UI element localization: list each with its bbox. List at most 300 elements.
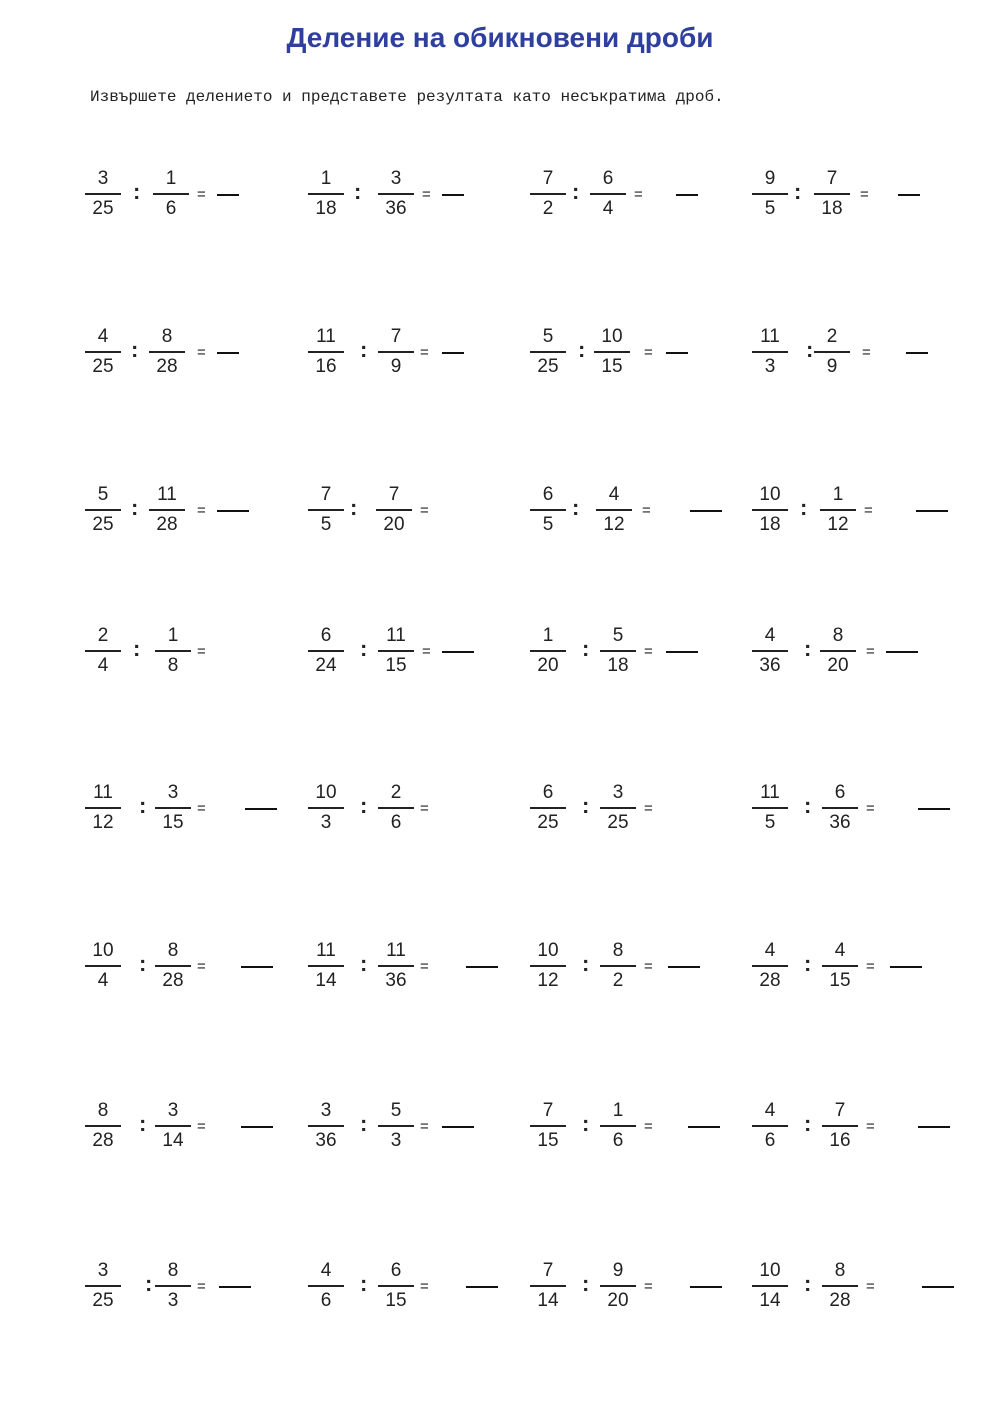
fraction-bar — [530, 509, 566, 511]
problem-13 — [85, 625, 295, 705]
denominator: 12 — [603, 514, 625, 535]
problem-31 — [530, 1260, 740, 1340]
denominator: 2 — [542, 198, 554, 219]
fraction-bar — [85, 509, 121, 511]
dividend-fraction — [530, 1100, 566, 1152]
denominator: 18 — [607, 655, 629, 676]
dividend-fraction — [752, 1260, 788, 1312]
divisor-fraction — [155, 1100, 191, 1152]
denominator: 15 — [385, 655, 407, 676]
numerator: 5 — [390, 1100, 402, 1121]
dividend-fraction — [530, 484, 566, 536]
denominator: 15 — [537, 1130, 559, 1151]
denominator: 28 — [162, 970, 184, 991]
answer-blank[interactable] — [918, 1126, 950, 1128]
fraction-bar — [378, 965, 414, 967]
denominator: 4 — [97, 970, 109, 991]
fraction-bar — [378, 807, 414, 809]
fraction-bar — [594, 351, 630, 353]
fraction-bar — [155, 965, 191, 967]
fraction-bar — [752, 807, 788, 809]
denominator: 9 — [390, 356, 402, 377]
fraction-bar — [752, 1125, 788, 1127]
fraction-bar — [752, 351, 788, 353]
numerator: 9 — [764, 168, 776, 189]
fraction-bar — [600, 650, 636, 652]
numerator: 1 — [542, 625, 554, 646]
fraction-bar — [378, 193, 414, 195]
numerator: 6 — [602, 168, 614, 189]
problem-28 — [752, 1100, 962, 1180]
divisor-fraction — [814, 326, 850, 378]
equals-sign: = — [862, 344, 871, 361]
equals-sign: = — [422, 186, 431, 203]
problem-2 — [308, 168, 518, 248]
answer-blank[interactable] — [690, 510, 722, 512]
denominator: 25 — [92, 514, 114, 535]
fraction-bar — [155, 1125, 191, 1127]
division-sign: : — [582, 636, 590, 661]
equals-sign: = — [420, 1278, 429, 1295]
denominator: 36 — [385, 970, 407, 991]
dividend-fraction — [752, 1100, 788, 1152]
equals-sign: = — [197, 1118, 206, 1135]
problem-23 — [530, 940, 740, 1020]
numerator: 3 — [320, 1100, 332, 1121]
dividend-fraction — [308, 326, 344, 378]
answer-blank[interactable] — [217, 510, 249, 512]
denominator: 8 — [167, 655, 179, 676]
division-sign: : — [804, 636, 812, 661]
divisor-fraction — [600, 782, 636, 834]
page-title: Деление на обикновени дроби — [286, 22, 714, 53]
denominator: 20 — [827, 655, 849, 676]
denominator: 36 — [759, 655, 781, 676]
answer-blank[interactable] — [241, 966, 273, 968]
divisor-fraction — [378, 326, 414, 378]
division-sign: : — [360, 951, 368, 976]
numerator: 4 — [97, 326, 109, 347]
fraction-bar — [820, 650, 856, 652]
fraction-bar — [530, 193, 566, 195]
answer-blank[interactable] — [217, 352, 239, 354]
equals-sign: = — [644, 643, 653, 660]
denominator: 18 — [315, 198, 337, 219]
division-sign: : — [360, 337, 368, 362]
fraction-bar — [600, 1125, 636, 1127]
division-sign: : — [582, 1271, 590, 1296]
dividend-fraction — [308, 484, 344, 536]
fraction-bar — [85, 1285, 121, 1287]
fraction-bar — [822, 965, 858, 967]
denominator: 28 — [156, 514, 178, 535]
denominator: 15 — [162, 812, 184, 833]
problem-20 — [752, 782, 962, 862]
fraction-bar — [85, 351, 121, 353]
answer-blank[interactable] — [916, 510, 948, 512]
fraction-bar — [600, 1285, 636, 1287]
dividend-fraction — [530, 1260, 566, 1312]
denominator: 4 — [602, 198, 614, 219]
answer-blank[interactable] — [219, 1286, 251, 1288]
answer-blank[interactable] — [442, 352, 464, 354]
equals-sign: = — [422, 643, 431, 660]
answer-blank[interactable] — [676, 194, 698, 196]
division-sign: : — [139, 1111, 147, 1136]
numerator: 8 — [834, 1260, 846, 1281]
equals-sign: = — [197, 1278, 206, 1295]
denominator: 25 — [607, 812, 629, 833]
answer-blank[interactable] — [241, 1126, 273, 1128]
fraction-bar — [822, 1125, 858, 1127]
divisor-fraction — [822, 782, 858, 834]
division-sign: : — [582, 1111, 590, 1136]
numerator: 3 — [390, 168, 402, 189]
problem-32 — [752, 1260, 962, 1340]
numerator: 1 — [612, 1100, 624, 1121]
numerator: 8 — [161, 326, 173, 347]
answer-blank[interactable] — [890, 966, 922, 968]
fraction-bar — [752, 509, 788, 511]
instructions-text: Извършете делението и представете резултата като несъкратима дроб. — [90, 88, 724, 106]
divisor-fraction — [820, 484, 856, 536]
equals-sign: = — [197, 344, 206, 361]
denominator: 14 — [162, 1130, 184, 1151]
equals-sign: = — [642, 502, 651, 519]
equals-sign: = — [644, 1278, 653, 1295]
numerator: 11 — [386, 625, 406, 646]
numerator: 2 — [390, 782, 402, 803]
fraction-bar — [85, 650, 121, 652]
division-sign: : — [572, 179, 580, 204]
problem-21 — [85, 940, 295, 1020]
divisor-fraction — [153, 168, 189, 220]
division-sign: : — [354, 179, 362, 204]
dividend-fraction — [530, 625, 566, 677]
equals-sign: = — [866, 643, 875, 660]
problem-6 — [308, 326, 518, 406]
dividend-fraction — [85, 625, 121, 677]
problem-10 — [308, 484, 518, 564]
fraction-bar — [752, 650, 788, 652]
denominator: 15 — [829, 970, 851, 991]
divisor-fraction — [149, 484, 185, 536]
equals-sign: = — [197, 186, 206, 203]
fraction-bar — [155, 807, 191, 809]
numerator: 10 — [759, 484, 781, 505]
division-sign: : — [804, 1271, 812, 1296]
denominator: 9 — [826, 356, 838, 377]
numerator: 5 — [612, 625, 624, 646]
denominator: 36 — [385, 198, 407, 219]
fraction-bar — [530, 650, 566, 652]
answer-blank[interactable] — [217, 194, 239, 196]
divisor-fraction — [378, 782, 414, 834]
dividend-fraction — [308, 625, 344, 677]
fraction-bar — [600, 807, 636, 809]
numerator: 8 — [167, 940, 179, 961]
numerator: 3 — [167, 1100, 179, 1121]
fraction-bar — [85, 193, 121, 195]
denominator: 15 — [601, 356, 623, 377]
answer-blank[interactable] — [666, 352, 688, 354]
fraction-bar — [530, 351, 566, 353]
answer-blank[interactable] — [906, 352, 928, 354]
fraction-bar — [153, 193, 189, 195]
denominator: 3 — [167, 1290, 179, 1311]
denominator: 28 — [759, 970, 781, 991]
fraction-bar — [378, 1285, 414, 1287]
divisor-fraction — [600, 940, 636, 992]
division-sign: : — [806, 337, 814, 362]
answer-blank[interactable] — [690, 1286, 722, 1288]
division-sign: : — [578, 337, 586, 362]
dividend-fraction — [752, 782, 788, 834]
fraction-bar — [85, 1125, 121, 1127]
answer-blank[interactable] — [688, 1126, 720, 1128]
dividend-fraction — [752, 940, 788, 992]
denominator: 3 — [390, 1130, 402, 1151]
dividend-fraction — [308, 1260, 344, 1312]
numerator: 11 — [316, 940, 336, 961]
divisor-fraction — [820, 625, 856, 677]
divisor-fraction — [155, 625, 191, 677]
answer-blank[interactable] — [668, 966, 700, 968]
equals-sign: = — [866, 958, 875, 975]
numerator: 4 — [764, 1100, 776, 1121]
answer-blank[interactable] — [918, 808, 950, 810]
denominator: 12 — [827, 514, 849, 535]
problem-18 — [308, 782, 518, 862]
problem-3 — [530, 168, 740, 248]
problem-1 — [85, 168, 295, 248]
problem-8 — [752, 326, 962, 406]
numerator: 3 — [97, 168, 109, 189]
numerator: 3 — [97, 1260, 109, 1281]
division-sign: : — [800, 495, 808, 520]
numerator: 2 — [826, 326, 838, 347]
denominator: 4 — [97, 655, 109, 676]
division-sign: : — [145, 1271, 153, 1296]
fraction-bar — [814, 193, 850, 195]
dividend-fraction — [752, 326, 788, 378]
denominator: 25 — [92, 356, 114, 377]
numerator: 11 — [760, 782, 780, 803]
problem-12 — [752, 484, 962, 564]
numerator: 6 — [542, 484, 554, 505]
divisor-fraction — [600, 625, 636, 677]
denominator: 5 — [542, 514, 554, 535]
answer-blank[interactable] — [922, 1286, 954, 1288]
equals-sign: = — [644, 1118, 653, 1135]
dividend-fraction — [85, 484, 121, 536]
equals-sign: = — [866, 800, 875, 817]
division-sign: : — [360, 1271, 368, 1296]
fraction-bar — [308, 1285, 344, 1287]
numerator: 10 — [759, 1260, 781, 1281]
fraction-bar — [596, 509, 632, 511]
denominator: 14 — [537, 1290, 559, 1311]
numerator: 7 — [388, 484, 400, 505]
denominator: 20 — [607, 1290, 629, 1311]
equals-sign: = — [420, 344, 429, 361]
dividend-fraction — [752, 484, 788, 536]
divisor-fraction — [378, 625, 414, 677]
fraction-bar — [85, 807, 121, 809]
answer-blank[interactable] — [466, 1286, 498, 1288]
numerator: 8 — [97, 1100, 109, 1121]
fraction-bar — [378, 650, 414, 652]
numerator: 7 — [834, 1100, 846, 1121]
numerator: 10 — [92, 940, 114, 961]
numerator: 6 — [320, 625, 332, 646]
denominator: 5 — [320, 514, 332, 535]
divisor-fraction — [376, 484, 412, 536]
answer-blank[interactable] — [886, 651, 918, 653]
fraction-bar — [308, 193, 344, 195]
numerator: 8 — [612, 940, 624, 961]
dividend-fraction — [752, 168, 788, 220]
answer-blank[interactable] — [245, 808, 277, 810]
denominator: 15 — [385, 1290, 407, 1311]
dividend-fraction — [530, 940, 566, 992]
denominator: 2 — [612, 970, 624, 991]
numerator: 8 — [832, 625, 844, 646]
answer-blank[interactable] — [442, 651, 474, 653]
denominator: 3 — [320, 812, 332, 833]
division-sign: : — [350, 495, 358, 520]
denominator: 6 — [764, 1130, 776, 1151]
denominator: 28 — [156, 356, 178, 377]
equals-sign: = — [420, 800, 429, 817]
divisor-fraction — [596, 484, 632, 536]
equals-sign: = — [420, 502, 429, 519]
denominator: 18 — [759, 514, 781, 535]
problem-15 — [530, 625, 740, 705]
problem-4 — [752, 168, 962, 248]
divisor-fraction — [155, 1260, 191, 1312]
fraction-bar — [378, 1125, 414, 1127]
denominator: 5 — [764, 812, 776, 833]
equals-sign: = — [866, 1278, 875, 1295]
problem-11 — [530, 484, 740, 564]
numerator: 1 — [832, 484, 844, 505]
divisor-fraction — [155, 940, 191, 992]
denominator: 5 — [764, 198, 776, 219]
equals-sign: = — [860, 186, 869, 203]
denominator: 36 — [829, 812, 851, 833]
division-sign: : — [139, 793, 147, 818]
equals-sign: = — [866, 1118, 875, 1135]
numerator: 4 — [764, 625, 776, 646]
denominator: 12 — [92, 812, 114, 833]
numerator: 11 — [157, 484, 177, 505]
equals-sign: = — [197, 502, 206, 519]
fraction-bar — [752, 965, 788, 967]
denominator: 3 — [764, 356, 776, 377]
numerator: 7 — [542, 1260, 554, 1281]
problem-27 — [530, 1100, 740, 1180]
fraction-bar — [308, 1125, 344, 1127]
division-sign: : — [133, 636, 141, 661]
denominator: 24 — [315, 655, 337, 676]
divisor-fraction — [822, 1100, 858, 1152]
problem-25 — [85, 1100, 295, 1180]
denominator: 28 — [829, 1290, 851, 1311]
denominator: 18 — [821, 198, 843, 219]
equals-sign: = — [420, 1118, 429, 1135]
answer-blank[interactable] — [442, 1126, 474, 1128]
fraction-bar — [308, 509, 344, 511]
answer-blank[interactable] — [898, 194, 920, 196]
dividend-fraction — [85, 1260, 121, 1312]
divisor-fraction — [822, 940, 858, 992]
division-sign: : — [794, 179, 802, 204]
division-sign: : — [133, 179, 141, 204]
problem-30 — [308, 1260, 518, 1340]
division-sign: : — [360, 793, 368, 818]
fraction-bar — [530, 965, 566, 967]
denominator: 12 — [537, 970, 559, 991]
divisor-fraction — [594, 326, 630, 378]
equals-sign: = — [644, 958, 653, 975]
division-sign: : — [360, 636, 368, 661]
dividend-fraction — [530, 782, 566, 834]
equals-sign: = — [644, 800, 653, 817]
dividend-fraction — [85, 168, 121, 220]
problem-5 — [85, 326, 295, 406]
dividend-fraction — [85, 940, 121, 992]
division-sign: : — [804, 793, 812, 818]
denominator: 25 — [92, 198, 114, 219]
answer-blank[interactable] — [442, 194, 464, 196]
numerator: 11 — [316, 326, 336, 347]
divisor-fraction — [600, 1100, 636, 1152]
denominator: 20 — [537, 655, 559, 676]
equals-sign: = — [864, 502, 873, 519]
division-sign: : — [139, 951, 147, 976]
numerator: 10 — [315, 782, 337, 803]
dividend-fraction — [308, 940, 344, 992]
fraction-bar — [376, 509, 412, 511]
denominator: 6 — [612, 1130, 624, 1151]
denominator: 6 — [390, 812, 402, 833]
numerator: 9 — [612, 1260, 624, 1281]
problem-26 — [308, 1100, 518, 1180]
answer-blank[interactable] — [666, 651, 698, 653]
fraction-bar — [308, 650, 344, 652]
divisor-fraction — [378, 940, 414, 992]
numerator: 7 — [390, 326, 402, 347]
numerator: 2 — [97, 625, 109, 646]
division-sign: : — [360, 1111, 368, 1136]
denominator: 16 — [829, 1130, 851, 1151]
divisor-fraction — [814, 168, 850, 220]
numerator: 4 — [608, 484, 620, 505]
numerator: 11 — [760, 326, 780, 347]
fraction-bar — [820, 509, 856, 511]
problem-24 — [752, 940, 962, 1020]
numerator: 7 — [320, 484, 332, 505]
fraction-bar — [308, 807, 344, 809]
denominator: 14 — [759, 1290, 781, 1311]
answer-blank[interactable] — [466, 966, 498, 968]
division-sign: : — [131, 337, 139, 362]
fraction-bar — [530, 1125, 566, 1127]
division-sign: : — [804, 951, 812, 976]
divisor-fraction — [378, 1260, 414, 1312]
dividend-fraction — [530, 326, 566, 378]
